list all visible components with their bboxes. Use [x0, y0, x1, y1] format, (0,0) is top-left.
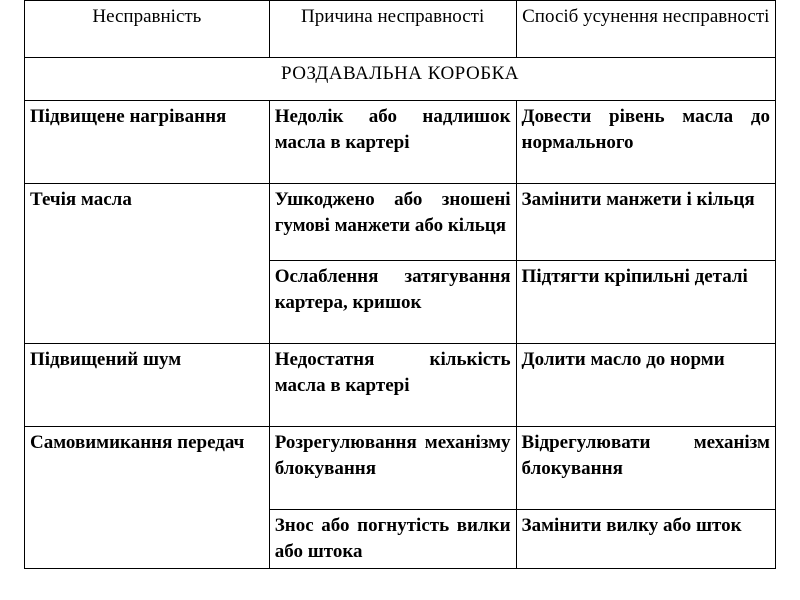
cause-cell: Ушкоджено або зношені гумові манжети або кільця [269, 184, 516, 261]
faults-table [24, 0, 776, 569]
fault-cell: Підвищений шум [25, 344, 270, 427]
fault-cell: Підвищене нагрівання [25, 101, 270, 184]
cause-cell: Недолік або надлишок масла в картері [269, 101, 516, 184]
header-cause: Причина несправності [269, 1, 516, 58]
section-title: РОЗДАВАЛЬНА КОРОБКА [25, 58, 776, 101]
section-row [25, 58, 776, 101]
cause-cell: Ослаблення затягування картера, кришок [269, 261, 516, 344]
cause-cell: Знос або погнутість вилки або штока [269, 510, 516, 569]
header-row [25, 1, 776, 58]
header-fault: Несправність [25, 1, 270, 58]
fix-cell: Довести рівень масла до нормального [516, 101, 775, 184]
fix-cell: Відрегулювати механізм блокування [516, 427, 775, 510]
header-fix: Спосіб усунення несправності [516, 1, 775, 58]
fix-cell: Долити масло до норми [516, 344, 775, 427]
fault-cell: Течія масла [25, 184, 270, 344]
cause-cell: Розрегулювання механізму блокування [269, 427, 516, 510]
table-row [25, 184, 776, 261]
table-row [25, 101, 776, 184]
fix-cell: Підтягти кріпильні деталі [516, 261, 775, 344]
table-row [25, 427, 776, 510]
table-row [25, 344, 776, 427]
fault-cell: Самовимикання передач [25, 427, 270, 569]
fix-cell: Замінити манжети і кільця [516, 184, 775, 261]
cause-cell: Недостатня кількість масла в картері [269, 344, 516, 427]
fix-cell: Замінити вилку або шток [516, 510, 775, 569]
